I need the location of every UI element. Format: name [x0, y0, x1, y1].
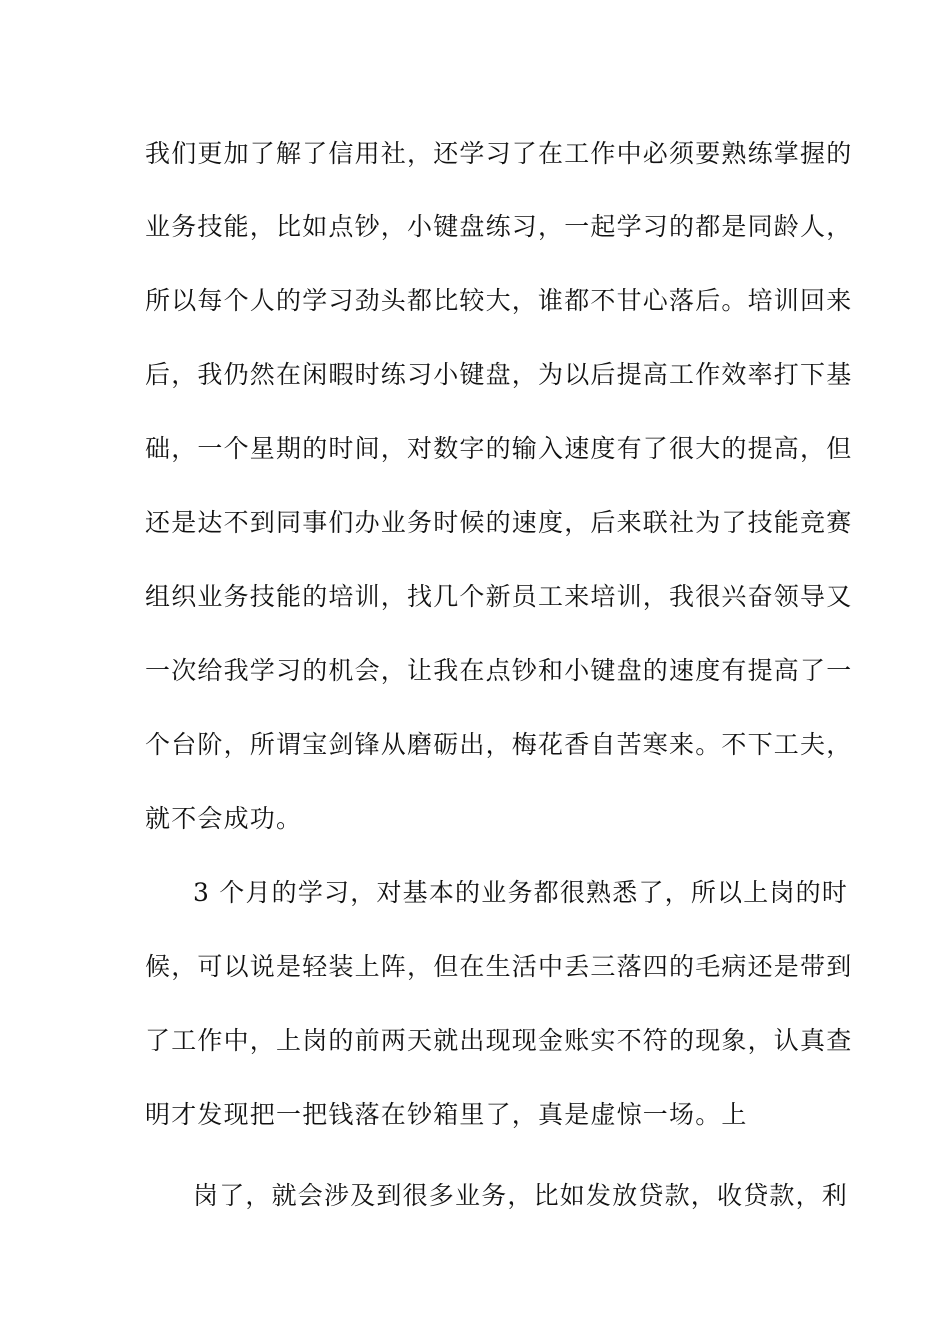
text-line: 所以每个人的学习劲头都比较大，谁都不甘心落后。培训回来 — [145, 286, 853, 315]
text-line: 就不会成功。 — [145, 804, 303, 833]
text-line: 候，可以说是轻装上阵，但在生活中丢三落四的毛病还是带到 — [145, 952, 853, 981]
text-line: 还是达不到同事们办业务时候的速度，后来联社为了技能竞赛 — [145, 508, 853, 537]
text-line: 我们更加了解了信用社，还学习了在工作中必须要熟练掌握的 — [145, 139, 853, 168]
paragraph-first-line: 3 个月的学习，对基本的业务都很熟悉了，所以上岗的时 — [193, 878, 849, 907]
text-line: 一次给我学习的机会，让我在点钞和小键盘的速度有提高了一 — [145, 656, 853, 685]
text-line: 明才发现把一把钱落在钞箱里了，真是虚惊一场。上 — [145, 1100, 748, 1129]
text-line: 后，我仍然在闲暇时练习小键盘，为以后提高工作效率打下基 — [145, 360, 853, 389]
paragraph-first-line: 岗了，就会涉及到很多业务，比如发放贷款，收贷款，利 — [193, 1181, 849, 1210]
text-line: 组织业务技能的培训，找几个新员工来培训，我很兴奋领导又 — [145, 582, 853, 611]
text-line: 业务技能，比如点钞，小键盘练习，一起学习的都是同龄人， — [145, 212, 853, 241]
text-line: 础，一个星期的时间，对数字的输入速度有了很大的提高，但 — [145, 434, 853, 463]
text-line: 了工作中，上岗的前两天就出现现金账实不符的现象，认真查 — [145, 1026, 853, 1055]
text-line: 个台阶，所谓宝剑锋从磨砺出，梅花香自苦寒来。不下工夫， — [145, 730, 853, 759]
